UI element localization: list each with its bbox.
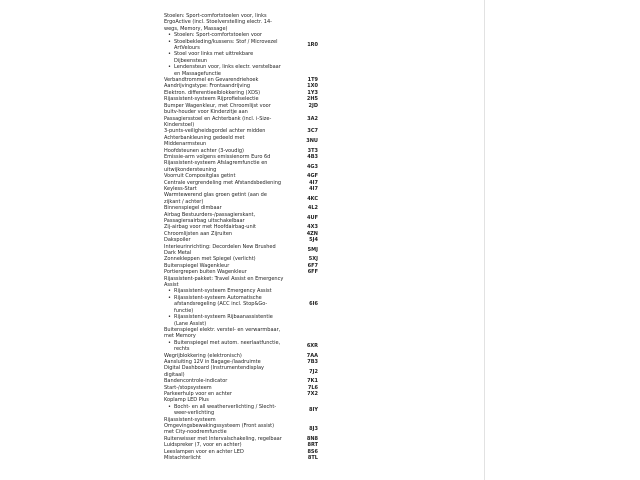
option-code: 7K1 [307, 378, 318, 385]
option-code: 3C7 [307, 128, 318, 135]
equipment-description: Mistachterlicht [164, 455, 201, 462]
equipment-item [164, 276, 324, 289]
page-edge-divider [484, 0, 485, 480]
equipment-description: Bandencontrole-indicator [164, 378, 228, 385]
option-code: 6XR [306, 342, 318, 349]
equipment-description: Ruitenwisser met Intervalschakeling, regelbaar [164, 435, 282, 442]
equipment-description: • Stoelen: Sport-comfortstoelen voor [164, 32, 284, 38]
option-code: 2H5 [306, 96, 318, 103]
option-code: 2JD [308, 102, 318, 109]
equipment-description: Zij-airbag voor met Hoofdairbag-unit [164, 224, 256, 231]
equipment-description: Start-/stopsysteem [164, 384, 212, 391]
option-code: 7X2 [307, 390, 318, 397]
equipment-description: Centrale vergrendeling met Afstandsbediening [164, 179, 282, 186]
equipment-description: Aandrijvingstype: Frontaandrijving [164, 83, 251, 90]
equipment-description: • Rijassistent-systeem Rijbaanassistentie (Lane Assist) [164, 314, 284, 327]
equipment-subitem [164, 39, 324, 52]
equipment-subitem [164, 340, 324, 353]
equipment-item [164, 423, 324, 436]
option-code: 6F7 [307, 262, 318, 269]
equipment-item [164, 192, 324, 205]
equipment-description: • Buitenspiegel met autom. neerlaatfunctie, rechts [164, 340, 284, 353]
equipment-description: Buitenspiegel elektr. verstel- en verwarmbaar, met Memory [164, 326, 281, 340]
option-code: 5MJ [307, 246, 318, 253]
option-code: 4ZN [306, 230, 318, 237]
equipment-description: Rijassistent-pakket: Travel Assist en Emergency Assist [164, 275, 284, 289]
equipment-description: Parkeerhulp voor en achter [164, 390, 232, 397]
equipment-description: Digital Dashboard (Instrumentendisplay digitaal) [164, 365, 264, 378]
equipment-description: • Rijassistent-systeem Automatische afstandsregeling (ACC incl. Stop&Go-functie) [164, 295, 284, 314]
option-code: 8TL [307, 455, 318, 462]
equipment-description: Warmtewerend glas groen getint (aan de zijkant / achter) [164, 192, 267, 205]
equipment-description: Dakspoiler [164, 237, 191, 244]
equipment-item [164, 327, 324, 340]
equipment-subitem [164, 64, 324, 77]
equipment-description: Chroomlijsten aan Zijruiten [164, 230, 233, 237]
equipment-description: Rijassistent-systeem Afslagremfunctie en uitwijkondersteuning [164, 160, 268, 173]
option-code: 6FF [307, 269, 318, 276]
equipment-description: • Rijassistent-systeem Emergency Assist [164, 288, 284, 294]
option-code: 7L6 [307, 384, 318, 391]
equipment-description: • Bocht- en all weatherverlichting / Slecht-weer-verlichting [164, 404, 284, 417]
equipment-subitem [164, 51, 324, 64]
equipment-description: Binnenspiegel dimbaar [164, 205, 222, 212]
equipment-subitem [164, 314, 324, 327]
option-code: 1T9 [307, 77, 318, 84]
equipment-list [164, 13, 324, 461]
equipment-description: Leeslampen voor en achter LED [164, 448, 244, 455]
equipment-description: Keyless-Start [164, 185, 197, 192]
equipment-item [164, 160, 324, 173]
equipment-description: Airbag Bestuurders-/passagierskant, Passagiersairbag uitschakelbaar [164, 211, 256, 224]
equipment-description: Wegrijblokkering (elektronisch) [164, 352, 242, 359]
equipment-item [164, 13, 324, 32]
equipment-description: Rijassistent-systeem [164, 416, 216, 423]
option-code: 3NU [306, 137, 318, 144]
equipment-description: • Stoelbekleding/kussens: Stof / Microvezel ArtVelours [164, 39, 284, 52]
equipment-description: Portiergrepen buiten Wagenkleur [164, 269, 247, 276]
option-code: 4X3 [307, 224, 318, 231]
equipment-description: • Lendensteun voor, links electr. verstelbaar en Massagefunctie [164, 64, 284, 77]
option-code: 4I7 [309, 179, 318, 186]
option-code: 4B3 [307, 153, 318, 160]
option-code: 1R0 [307, 41, 318, 48]
equipment-description: Interieurinrichting: Decordelen New Brushed Dark Metal [164, 243, 276, 257]
option-code: 8IY [309, 406, 318, 413]
option-code: 7J2 [309, 368, 318, 375]
option-code: 8RT [307, 442, 318, 449]
option-code: 7AA [306, 352, 318, 359]
equipment-description: Verbandtrommel en Gevarendriehoek [164, 77, 259, 84]
equipment-description: Bumper Wagenkleur, met Chroomlijst voor [164, 102, 271, 109]
equipment-description: Voorruit Compositglas getint [164, 173, 236, 180]
equipment-description: Rijassistent-systeem Rijprofielselectie [164, 96, 259, 103]
equipment-description: 3-punts-veiligheidsgordel achter midden [164, 128, 266, 135]
option-code: 8S6 [307, 448, 318, 455]
equipment-item [164, 365, 324, 378]
option-code: 7B3 [307, 358, 318, 365]
equipment-subitem [164, 295, 324, 314]
option-code: 3A2 [307, 115, 318, 122]
option-code: 1X0 [307, 83, 318, 90]
equipment-subitem [164, 404, 324, 417]
equipment-description: Stoelen: Sport-comfortstoelen voor, links ErgoActive (incl. Stoelverstelling electr. 14-wegs, Memory, Massage) [164, 13, 272, 32]
equipment-description: Zonnekleppen met Spiegel (verlicht) [164, 256, 256, 263]
option-code: 4UF [307, 214, 318, 221]
equipment-description: buitv-houder voor Kinderzitje aan Passagiersstoel en Achterbank (incl. i-Size-Kinderstoel) [164, 109, 272, 128]
equipment-description: Luidspreker (7, voor en achter) [164, 442, 242, 449]
equipment-description: Achterbankleuning gedeeld met Middenarmsteun [164, 134, 245, 148]
equipment-description: Elektron. differentieelblokkering (XDS) [164, 89, 261, 96]
option-code: 4L2 [307, 205, 318, 212]
equipment-item [164, 135, 324, 148]
option-code: 6I6 [309, 301, 318, 308]
equipment-item [164, 212, 324, 225]
equipment-description: Buitenspiegel Wagenkleur [164, 262, 230, 269]
equipment-item [164, 455, 324, 461]
option-code: 4KC [307, 195, 318, 202]
equipment-description: Emissie-arm volgens emissienorm Euro 6d [164, 153, 271, 160]
equipment-description: Omgevingsbewakingssysteem (Front assist) met City-noodremfunctie [164, 423, 275, 436]
equipment-description: Hoofdsteunen achter (3-voudig) [164, 147, 244, 154]
option-code: 3T3 [307, 147, 318, 154]
option-code: 1Y3 [307, 89, 318, 96]
option-code: 5J4 [309, 237, 318, 244]
equipment-description: • Stoel voor links met uittrekbare Dijbeensteun [164, 51, 284, 64]
equipment-item [164, 109, 324, 128]
equipment-description: Aansluiting 12V in Bagage-/laadruimte [164, 358, 261, 365]
option-code: 4G3 [306, 163, 318, 170]
equipment-item [164, 244, 324, 257]
option-code: 8N8 [306, 435, 318, 442]
option-code: 5XJ [308, 256, 318, 263]
option-code: 4I7 [309, 185, 318, 192]
equipment-description: Koplamp LED Plus [164, 397, 209, 404]
option-code: 4GF [307, 173, 318, 180]
option-code: 8J3 [309, 426, 318, 433]
